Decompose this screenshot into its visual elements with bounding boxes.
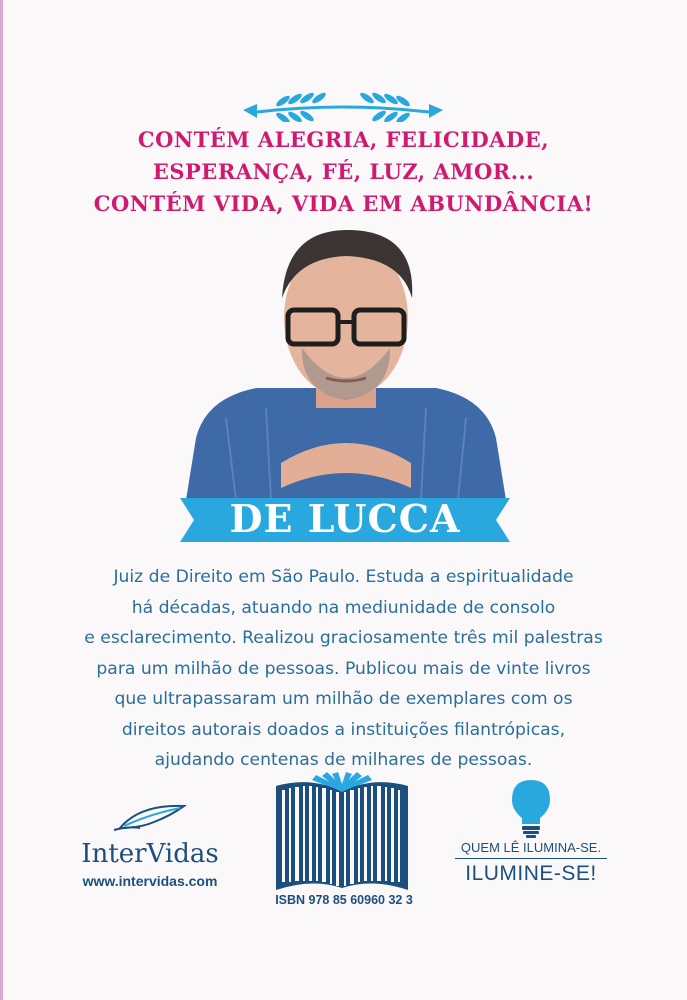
publisher-url: www.intervidas.com: [82, 873, 218, 889]
bio-line: ajudando centenas de milhares de pessoas.: [154, 750, 533, 770]
bio-line: para um milhão de pessoas. Publicou mais de vinte livros: [96, 658, 591, 679]
bio-line: Juiz de Direito em São Paulo. Estuda a espiritualidade: [113, 567, 574, 587]
headline-line-1: CONTÉM ALEGRIA, FELICIDADE,: [137, 127, 550, 152]
slogan-line-2: ILUMINE-SE!: [465, 862, 597, 885]
barcode-book-icon: [272, 770, 412, 890]
light-bulb-icon: [508, 778, 554, 838]
publisher-name: InterVidas: [81, 839, 219, 869]
author-name: DE LUCCA: [229, 496, 461, 541]
bio-line: há décadas, atuando na mediunidade de consolo: [131, 597, 556, 618]
feather-icon: [110, 800, 190, 834]
headline-line-3: CONTÉM VIDA, VIDA EM ABUNDÂNCIA!: [93, 191, 594, 216]
slogan-line-1: QUEM LÊ ILUMINA-SE.: [460, 840, 602, 855]
slogan-divider: [455, 858, 607, 859]
bio-line: e esclarecimento. Realizou graciosamente três mil palestras: [84, 628, 603, 648]
bio-line: direitos autorais doados a instituições filantrópicas,: [121, 719, 566, 740]
headline-line-2: ESPERANÇA, FÉ, LUZ, AMOR...: [152, 159, 535, 184]
publisher-logo: [70, 800, 230, 889]
isbn-number: ISBN 978 85 60960 32 3: [275, 893, 413, 907]
author-bio: [40, 562, 647, 776]
author-portrait: [186, 218, 506, 500]
leaf-ornament-icon: [243, 92, 443, 122]
bio-line: que ultrapassaram um milhão de exemplares com os: [114, 689, 573, 709]
